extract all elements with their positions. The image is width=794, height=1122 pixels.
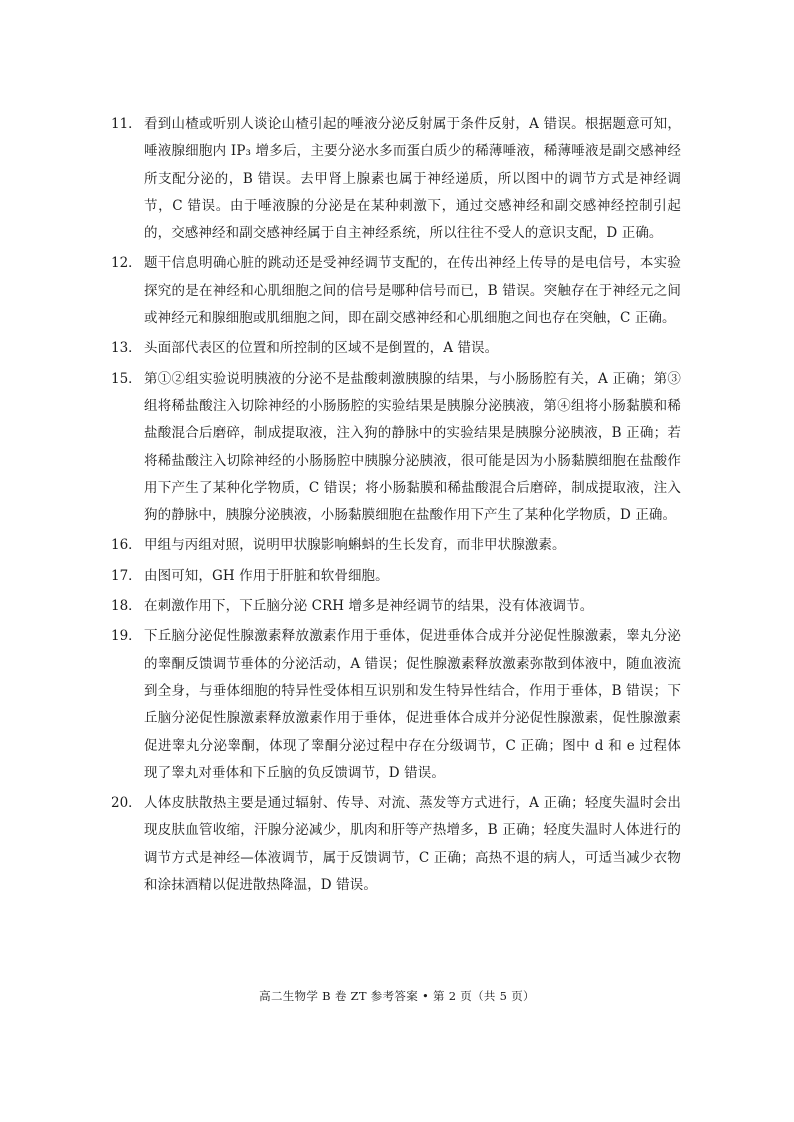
item-number: 18． <box>111 598 142 615</box>
answer-item-19 <box>111 623 681 787</box>
item-text: 第①②组实验说明胰液的分泌不是盐酸刺激胰腺的结果，与小肠肠腔有关，A 正确；第③组将稀盐酸注入切除神经的小肠肠腔的实验结果是胰腺分泌胰液，第④组将小肠黏膜和稀盐酸混合后磨碎，制成提取液，注入狗的静脉中的实验结果是胰腺分泌胰液，B 正确；若将稀盐酸注入切除神经的小肠肠腔中胰腺分泌胰液，很可能是因为小肠黏膜细胞在盐酸作用下产生了某种化学物质，C 错误；将小肠黏膜和稀盐酸混合后磨碎，制成提取液，注入狗的静脉中，胰腺分泌胰液，小肠黏膜细胞在盐酸作用下产生了某种化学物质，D 正确。 <box>144 370 681 524</box>
item-number: 17． <box>111 567 142 584</box>
answer-list <box>111 111 681 902</box>
answer-item-18 <box>111 593 681 620</box>
page-footer: 高二生物学 B 卷 ZT 参考答案 • 第 2 页（共 5 页） <box>259 989 535 1003</box>
item-number: 13． <box>111 340 142 357</box>
item-number: 11． <box>111 116 142 132</box>
answer-item-13 <box>111 335 681 362</box>
answer-item-12 <box>111 250 681 332</box>
item-text: 人体皮肤散热主要是通过辐射、传导、对流、蒸发等方式进行，A 正确；轻度失温时会出现皮肤血管收缩，汗腺分泌减少，肌肉和肝等产热增多，B 正确；轻度失温时人体进行的调节方式是神经—体液调节，属于反馈调节，C 正确；高热不退的病人，可适当减少衣物和涂抹酒精以促进散热降温，D 错误。 <box>144 795 681 894</box>
answer-item-15 <box>111 366 681 530</box>
item-text: 下丘脑分泌促性腺激素释放激素作用于垂体，促进垂体合成并分泌促性腺激素，睾丸分泌的睾酮反馈调节垂体的分泌活动，A 错误；促性腺激素释放激素弥散到体液中，随血液流到全身，与垂体细胞的特异性受体相互识别和发生特异性结合，作用于垂体，B 错误；下丘脑分泌促性腺激素释放激素作用于垂体，促进垂体合成并分泌促性腺激素，促性腺激素促进睾丸分泌睾酮，体现了睾酮分泌过程中存在分级调节，C 正确；图中 d 和 e 过程体现了睾丸对垂体和下丘脑的负反馈调节，D 错误。 <box>144 628 681 781</box>
answer-item-16 <box>111 532 681 559</box>
answer-item-11 <box>111 111 681 247</box>
item-number: 15． <box>111 370 142 387</box>
item-text: 题干信息明确心脏的跳动还是受神经调节支配的，在传出神经上传导的是电信号，本实验探究的是在神经和心肌细胞之间的信号是哪种信号而已，B 错误。突触存在于神经元之间或神经元和腺细胞或肌细胞之间，即在副交感神经和心肌细胞之间也存在突触，C 正确。 <box>144 255 681 327</box>
item-text: 头面部代表区的位置和所控制的区域不是倒置的，A 错误。 <box>144 340 499 357</box>
item-text: 由图可知，GH 作用于肝脏和软骨细胞。 <box>144 567 389 584</box>
item-number: 19． <box>111 628 142 645</box>
item-number: 20． <box>111 795 142 812</box>
item-number: 12． <box>111 255 142 272</box>
item-number: 16． <box>111 537 142 554</box>
item-text: 甲组与丙组对照，说明甲状腺影响蝌蚪的生长发育，而非甲状腺激素。 <box>144 537 566 554</box>
answer-item-20 <box>111 790 681 899</box>
answer-item-17 <box>111 563 681 590</box>
item-text: 在刺激作用下，下丘脑分泌 CRH 增多是神经调节的结果，没有体液调节。 <box>144 598 594 615</box>
item-text: 看到山楂或听别人谈论山楂引起的唾液分泌反射属于条件反射，A 错误。根据题意可知，唾液腺细胞内 IP₃ 增多后，主要分泌水多而蛋白质少的稀薄唾液，稀薄唾液是副交感神经所支配分泌的，B 错误。去甲肾上腺素也属于神经递质，所以图中的调节方式是神经调节，C 错误。由于唾液腺的分泌是在某种刺激下，通过交感神经和副交感神经控制引起的，交感神经和副交感神经属于自主神经系统，所以往往不受人的意识支配，D 正确。 <box>144 116 681 242</box>
